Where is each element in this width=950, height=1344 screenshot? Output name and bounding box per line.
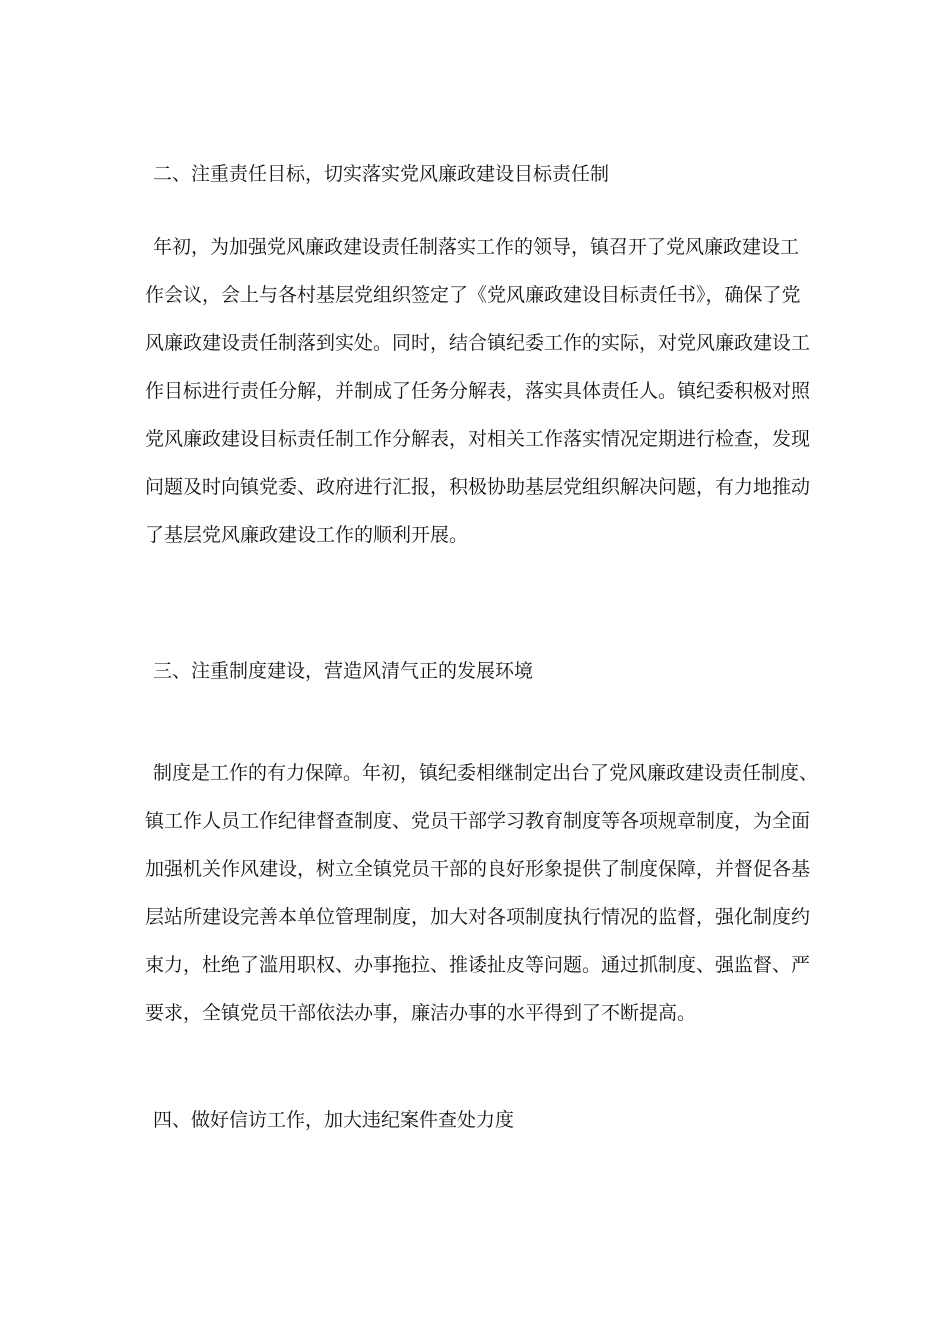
- paragraph-line: 制度是工作的有力保障。年初，镇纪委相继制定出台了党风廉政建设责任制度、: [153, 762, 819, 784]
- paragraph-line: 年初，为加强党风廉政建设责任制落实工作的领导，镇召开了党风廉政建设工: [153, 236, 800, 258]
- section-heading: 二、注重责任目标，切实落实党风廉政建设目标责任制: [153, 163, 610, 185]
- paragraph-line: 了基层党风廉政建设工作的顺利开展。: [145, 524, 469, 546]
- paragraph-line: 风廉政建设责任制落到实处。同时，结合镇纪委工作的实际，对党风廉政建设工: [145, 332, 811, 354]
- paragraph-line: 束力，杜绝了滥用职权、办事拖拉、推诿扯皮等问题。通过抓制度、强监督、严: [145, 954, 811, 976]
- paragraph-line: 镇工作人员工作纪律督查制度、党员干部学习教育制度等各项规章制度，为全面: [145, 810, 811, 832]
- section-paragraph: [145, 235, 815, 571]
- paragraph-line: 党风廉政建设目标责任制工作分解表，对相关工作落实情况定期进行检查，发现: [145, 428, 811, 450]
- paragraph-line: 作目标进行责任分解，并制成了任务分解表，落实具体责任人。镇纪委积极对照: [145, 380, 811, 402]
- paragraph-line: 要求，全镇党员干部依法办事，廉洁办事的水平得到了不断提高。: [145, 1002, 697, 1024]
- section-heading: 四、做好信访工作，加大违纪案件查处力度: [153, 1109, 515, 1131]
- paragraph-line: 加强机关作风建设，树立全镇党员干部的良好形象提供了制度保障，并督促各基: [145, 858, 811, 880]
- paragraph-line: 问题及时向镇党委、政府进行汇报，积极协助基层党组织解决问题，有力地推动: [145, 476, 811, 498]
- section-paragraph: [145, 761, 819, 1049]
- paragraph-line: 层站所建设完善本单位管理制度，加大对各项制度执行情况的监督，强化制度约: [145, 906, 811, 928]
- section-heading: 三、注重制度建设，营造风清气正的发展环境: [153, 660, 534, 682]
- paragraph-line: 作会议，会上与各村基层党组织签定了《党风廉政建设目标责任书》，确保了党: [145, 284, 801, 306]
